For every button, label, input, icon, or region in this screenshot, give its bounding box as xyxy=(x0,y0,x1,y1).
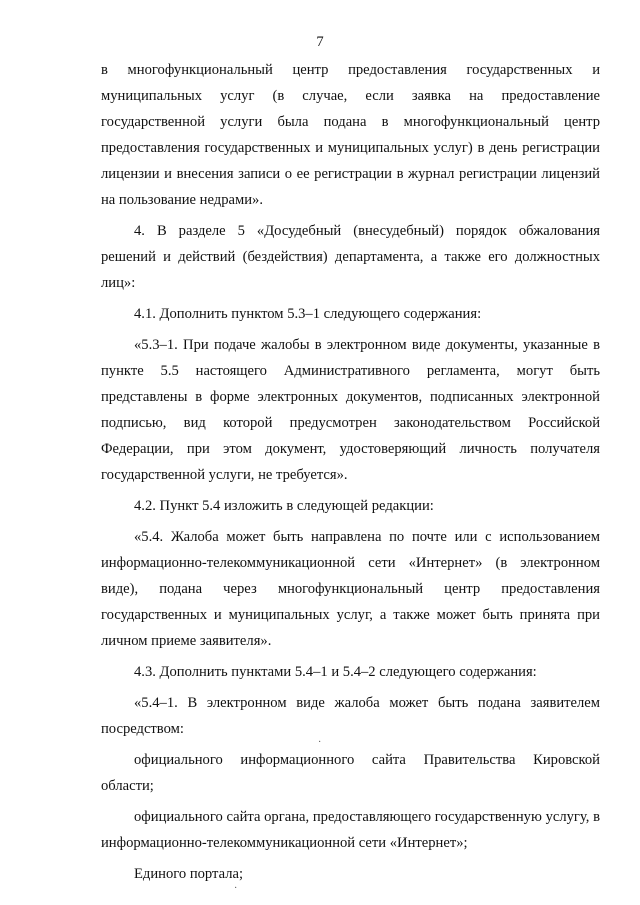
paragraph-8: «5.4–1. В электронном виде жалоба может быть подана заявителем посредством: xyxy=(101,695,600,737)
paragraph-9: официального информационного сайта Правительства Кировской области; xyxy=(101,752,600,794)
paragraph-7: 4.3. Дополнить пунктами 5.4–1 и 5.4–2 следующего содержания: xyxy=(134,664,537,680)
document-body xyxy=(101,57,600,887)
paragraph-6: «5.4. Жалоба может быть направлена по почте или с использованием информационно-телекоммуникационной сети «Интернет» (в электронном виде), подана через многофункциональный центр предоставления государственных и муниципальных услуг, а также может быть принята при личном приеме заявителя». xyxy=(101,529,600,649)
paragraph-11: Единого портала; xyxy=(134,866,244,882)
page-number: 7 xyxy=(316,34,324,50)
paragraph-10: официального сайта органа, предоставляющего государственную услугу, в информационно-телекоммуникационной сети «Интернет»; xyxy=(101,809,600,851)
scan-speck: · xyxy=(234,883,238,894)
scan-speck: · xyxy=(318,737,322,748)
paragraph-5: 4.2. Пункт 5.4 изложить в следующей редакции: xyxy=(134,498,434,514)
paragraph-1: в многофункциональный центр предоставления государственных и муниципальных услуг (в случае, если заявка на предоставление государственной услуги была подана в многофункциональный центр предоставления государственных и муниципальных услуг) в день регистрации лицензии и внесения записи о ее регистрации в журнал регистрации лицензий на пользование недрами». xyxy=(101,62,600,208)
paragraph-4: «5.3–1. При подаче жалобы в электронном виде документы, указанные в пункте 5.5 настоящего Административного регламента, могут быть представлены в форме электронных документов, подписанных электронной подписью, вид которой предусмотрен законодательством Российской Федерации, при этом документ, удостоверяющий личность получателя государственной услуги, не требуется». xyxy=(101,337,600,483)
paragraph-3: 4.1. Дополнить пунктом 5.3–1 следующего содержания: xyxy=(134,306,482,322)
paragraph-2: 4. В разделе 5 «Досудебный (внесудебный) порядок обжалования решений и действий (бездействия) департамента, а также его должностных лиц»: xyxy=(101,223,600,291)
